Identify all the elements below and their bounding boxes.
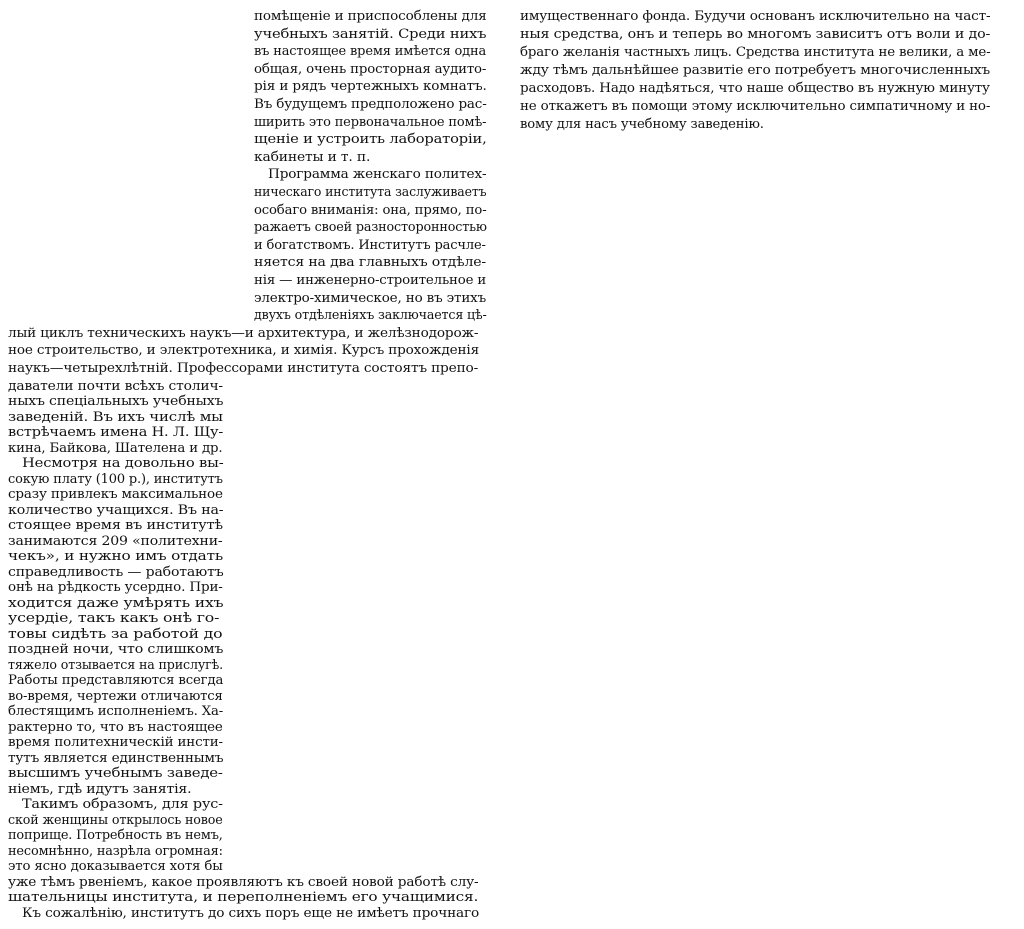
text-line: блестящимъ исполненіемъ. Ха- [8, 703, 224, 719]
text-line: ныя средства, онъ и теперь во многомъ зависитъ отъ воли и до- [520, 26, 991, 41]
text-line: встрѣчаемъ имена Н. Л. Щу- [8, 424, 224, 440]
text-line: время политехническій инсти- [8, 734, 223, 750]
text-line: даватели почти всѣхъ столич- [8, 377, 223, 393]
text-line: несомнѣнно, назрѣла огромная: [8, 842, 223, 858]
text-line: имущественнаго фонда. Будучи основанъ исключительно на част- [520, 8, 991, 23]
text-line: шательницы института, и переполненіемъ его учащимися. [8, 889, 479, 904]
text-line: щеніе и устроить лабораторіи, [254, 131, 487, 147]
text-line: учебныхъ занятій. Среди нихъ [254, 25, 487, 41]
text-line: поздней ночи, что слишкомъ [8, 641, 224, 657]
text-line: особаго вниманія: она, прямо, по- [254, 201, 487, 217]
text-line: ническаго института заслуживаетъ [254, 184, 487, 199]
text-line: кина, Байкова, Шателена и др. [8, 439, 223, 455]
text-line: сокую плату (100 р.), институтъ [8, 470, 223, 486]
text-line: рія и рядъ чертежныхъ комнатъ. [254, 78, 487, 94]
text-line: помѣщеніе и приспособлены для [254, 8, 487, 23]
text-line: онѣ на рѣдкость усердно. При- [8, 579, 223, 595]
text-line: двухъ отдѣленіяхъ заключается цѣ- [254, 307, 487, 323]
text-line: усердіе, такъ какъ онѣ го- [8, 610, 220, 626]
text-line: браго желанія частныхъ лицъ. Средства института не велики, а ме- [520, 44, 991, 59]
text-line: занимаются 209 «политехни- [8, 532, 223, 548]
text-line: ныхъ спеціальныхъ учебныхъ [8, 393, 224, 409]
text-line: справедливость — работаютъ [8, 563, 224, 579]
text-line: Въ будущемъ предположено рас- [254, 96, 487, 111]
text-line: Работы представляются всегда [8, 672, 224, 688]
text-line: вому для насъ учебному заведенію. [520, 116, 764, 131]
text-line: ное строительство, и электротехника, и химія. Курсъ прохожденія [8, 342, 480, 358]
text-line: количество учащихся. Въ на- [8, 501, 224, 517]
text-line: высшимъ учебнымъ заведе- [8, 765, 223, 781]
text-line: нія — инженерно-строительное и [254, 272, 487, 287]
text-line: товы сидѣть за работой до [8, 625, 223, 641]
text-line: Къ сожалѣнію, институтъ до сихъ поръ еще не имѣетъ прочнаго [22, 904, 480, 920]
text-line: ходится даже умѣрять ихъ [8, 594, 224, 610]
text-line: наукъ—четырехлѣтній. Профессорами института состоятъ препо- [8, 360, 479, 375]
text-line: тутъ является единственнымъ [8, 749, 224, 765]
text-line: уже тѣмъ рвеніемъ, какое проявляютъ къ своей новой работѣ слу- [8, 873, 479, 889]
text-line: въ настоящее время имѣется одна [254, 43, 487, 59]
text-line: Программа женскаго политех- [268, 166, 487, 182]
text-line: во-время, чертежи отличаются [8, 687, 223, 703]
text-line: чекъ», и нужно имъ отдать [8, 548, 223, 564]
text-line: ской женщины открылось новое [8, 811, 223, 827]
text-line: ніемъ, гдѣ идутъ занятія. [8, 780, 192, 796]
text-line: заведеній. Въ ихъ числѣ мы [8, 408, 223, 424]
text-line: общая, очень просторная аудито- [254, 60, 487, 76]
text-line: стоящее время въ институтѣ [8, 517, 223, 533]
text-line: расходовъ. Надо надѣяться, что наше общество въ нужную минуту [520, 80, 990, 95]
text-line: ражаетъ своей разносторонностью [254, 219, 487, 235]
text-line: сразу привлекъ максимальное [8, 486, 223, 502]
text-line: не откажетъ въ помощи этому исключительно симпатичному и но- [520, 98, 991, 113]
text-line: жду тѣмъ дальнѣйшее развитіе его потребуетъ многочисленныхъ [520, 62, 991, 77]
text-line: лый циклъ техническихъ наукъ—и архитектура, и желѣзнодорож- [8, 324, 479, 340]
text-line: и богатствомъ. Институтъ расчле- [254, 236, 486, 252]
text-line: тяжело отзывается на прислугѣ. [8, 656, 223, 672]
text-line: Такимъ образомъ, для рус- [22, 796, 223, 812]
text-line: это ясно доказывается хотя бы [8, 858, 223, 873]
text-line: кабинеты и т. п. [254, 148, 371, 164]
text-line: няется на два главныхъ отдѣле- [254, 254, 486, 270]
text-line: рактерно то, что въ настоящее [8, 718, 223, 734]
text-line: электро-химическое, но въ этихъ [254, 289, 487, 305]
text-line: ширить это первоначальное помѣ- [254, 113, 487, 129]
text-line: Несмотря на довольно вы- [22, 455, 224, 471]
text-line: поприще. Потребность въ немъ, [8, 827, 223, 843]
